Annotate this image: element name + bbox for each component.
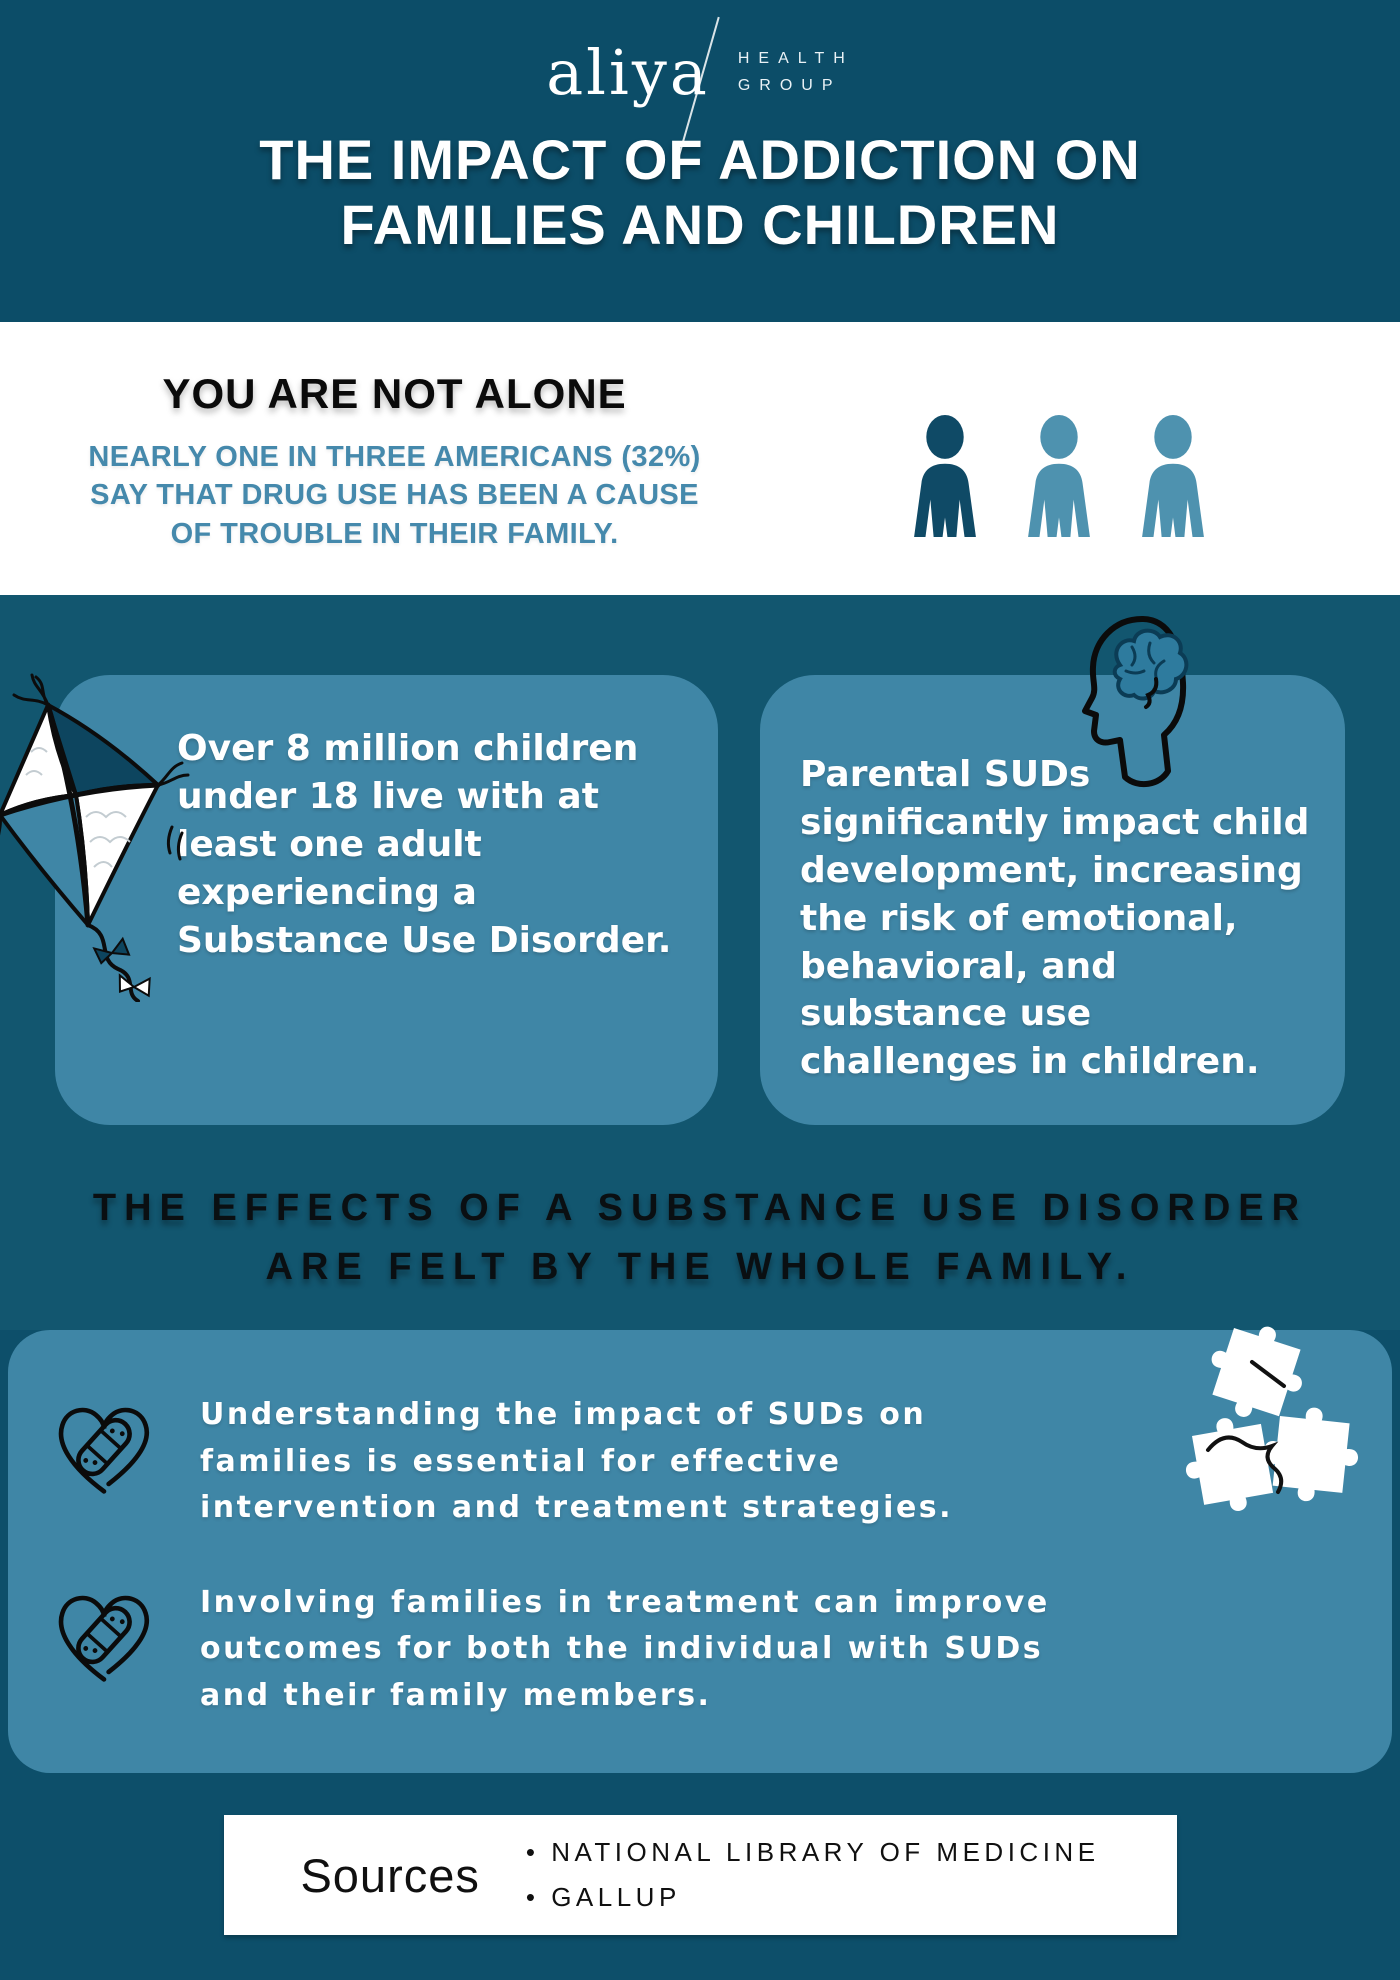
- effects-heading-line2: ARE FELT BY THE WHOLE FAMILY.: [265, 1245, 1135, 1288]
- brand-logo: [0, 26, 1400, 118]
- family-point-text: Involving families in treatment can improve outcomes for both the individual with SUDs and their family members.: [200, 1584, 1050, 1713]
- header: [0, 0, 1400, 322]
- brand-name: aliya: [546, 35, 710, 109]
- family-section: [0, 1330, 1400, 1980]
- page-title-line2: FAMILIES AND CHILDREN: [340, 192, 1060, 256]
- stat-cards-row: [0, 675, 1400, 1125]
- brand-logotype: [546, 36, 710, 109]
- sources-box: [224, 1815, 1177, 1935]
- person-icon: [1008, 415, 1110, 537]
- page-title-line1: THE IMPACT OF ADDICTION ON: [259, 128, 1141, 191]
- brand-tagline-line2: GROUP: [737, 77, 842, 94]
- source-item: • NATIONAL LIBRARY OF MEDICINE: [526, 1830, 1100, 1876]
- family-points-card: [8, 1330, 1392, 1773]
- not-alone-statistic-text: NEARLY ONE IN THREE AMERICANS (32%) SAY THAT DRUG USE HAS BEEN A CAUSE OF TROUBLE IN THEIR FAMILY.: [88, 440, 701, 550]
- stat-card-children-text: Over 8 million children under 18 live with at least one adult experiencing a Substance Use Disorder.: [177, 728, 672, 961]
- page-title: [0, 128, 1400, 258]
- three-people-icons: [753, 381, 1364, 537]
- not-alone-section: [0, 322, 1400, 595]
- brand-tagline-line1: HEALTH: [737, 49, 854, 67]
- effects-heading: [0, 1179, 1400, 1297]
- effects-heading-line1: THE EFFECTS OF A SUBSTANCE USE DISORDER: [92, 1187, 1308, 1229]
- stat-card-parental-suds-text: Parental SUDs significantly impact child development, increasing the risk of emotional, behavioral, and substance use challenges in children.: [800, 754, 1310, 1083]
- family-point: [44, 1388, 1392, 1532]
- source-item: • GALLUP: [526, 1875, 1100, 1921]
- brand-tagline: [738, 45, 854, 99]
- family-point: [44, 1576, 1392, 1720]
- heart-bandage-icon: [44, 1388, 164, 1508]
- sources-label: Sources: [300, 1848, 480, 1902]
- statistics-section: [0, 595, 1400, 1330]
- not-alone-heading: YOU ARE NOT ALONE: [162, 369, 627, 417]
- sources-list: [526, 1830, 1100, 1921]
- person-icon: [1122, 415, 1224, 537]
- stat-card-parental-suds: [760, 675, 1345, 1125]
- family-point-text: Understanding the impact of SUDs on families is essential for effective intervention and treatment strategies.: [200, 1397, 954, 1525]
- person-icon: [894, 415, 996, 537]
- not-alone-text-block: [36, 364, 753, 554]
- stat-card-children: [55, 675, 718, 1125]
- heart-bandage-icon: [44, 1576, 164, 1696]
